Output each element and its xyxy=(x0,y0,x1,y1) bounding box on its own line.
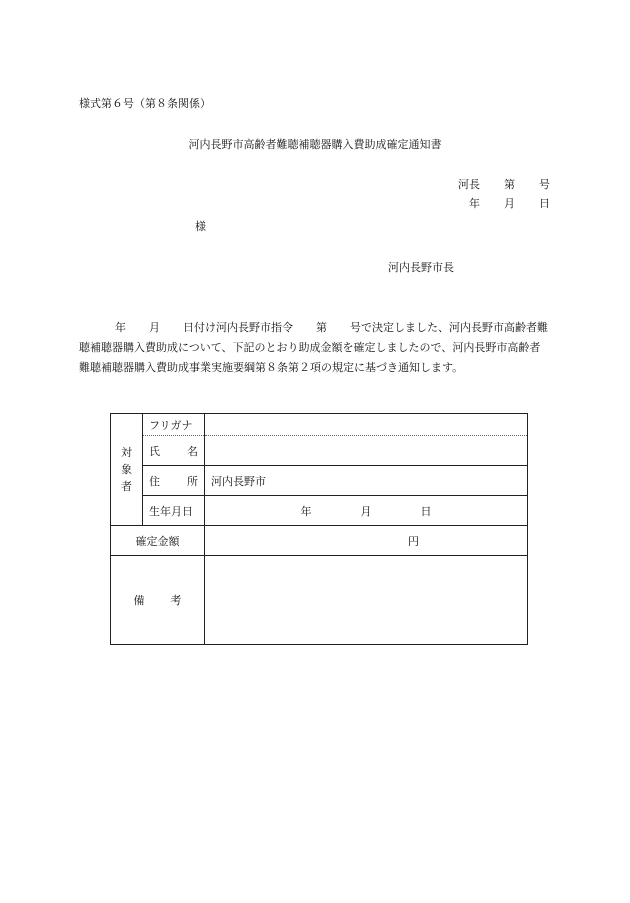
issue-prefix: 河長 xyxy=(458,178,480,191)
name-label-char-1: 氏 xyxy=(149,444,160,458)
body-month: 月 xyxy=(149,321,160,334)
birth-day-unit: 日 xyxy=(420,504,432,518)
addressee: 様 xyxy=(195,220,206,233)
name-label xyxy=(143,436,205,466)
amount-value[interactable] xyxy=(205,526,528,556)
notice-body xyxy=(79,318,551,378)
issuer-name: 河内長野市長 xyxy=(388,261,454,274)
subject-header xyxy=(111,414,143,526)
remarks-char-1: 備 xyxy=(133,594,145,607)
subject-char-3: 者 xyxy=(121,480,132,493)
name-value[interactable] xyxy=(205,436,528,466)
subject-table xyxy=(110,413,528,645)
remarks-label xyxy=(111,556,205,645)
birthdate-value[interactable] xyxy=(205,496,528,526)
birth-year-unit: 年 xyxy=(300,504,312,518)
issue-year: 年 xyxy=(469,197,480,210)
body-part1: 日付け河内長野市指令 xyxy=(183,321,293,334)
name-label-char-2: 名 xyxy=(187,444,198,458)
issue-date xyxy=(469,197,550,211)
address-value[interactable]: 河内長野市 xyxy=(205,466,528,496)
issue-dai: 第 xyxy=(504,178,515,191)
remarks-value[interactable] xyxy=(205,556,528,645)
issue-go: 号 xyxy=(539,178,550,191)
body-year: 年 xyxy=(115,321,126,334)
issue-day: 日 xyxy=(539,197,550,210)
amount-label: 確定金額 xyxy=(111,526,205,556)
address-label xyxy=(143,466,205,496)
birth-month-unit: 月 xyxy=(360,504,372,518)
body-dai: 第 xyxy=(316,321,327,334)
issue-month: 月 xyxy=(504,197,515,210)
furigana-label: フリガナ xyxy=(143,414,205,436)
address-label-char-1: 住 xyxy=(149,474,160,488)
issue-number xyxy=(458,178,550,192)
furigana-value[interactable] xyxy=(205,414,528,436)
document-title: 河内長野市高齢者難聴補聴器購入費助成確定通知書 xyxy=(188,138,442,151)
subject-char-1: 対 xyxy=(121,446,132,459)
subject-char-2: 象 xyxy=(121,463,132,476)
form-id: 様式第６号（第８条関係） xyxy=(79,97,211,110)
remarks-char-2: 考 xyxy=(170,594,182,607)
address-label-char-2: 所 xyxy=(187,474,198,488)
birthdate-label: 生年月日 xyxy=(143,496,205,526)
amount-unit: 円 xyxy=(408,534,419,548)
body-part2: 号で決定しました、河内長野市高齢者難聴補聴器購入費助成について、下記のとおり助成金額を確定しましたので、河内長野市高齢者難聴補聴器購入費助成事業実施要綱第８条第２項の規定に基づき通知します。 xyxy=(79,321,548,374)
